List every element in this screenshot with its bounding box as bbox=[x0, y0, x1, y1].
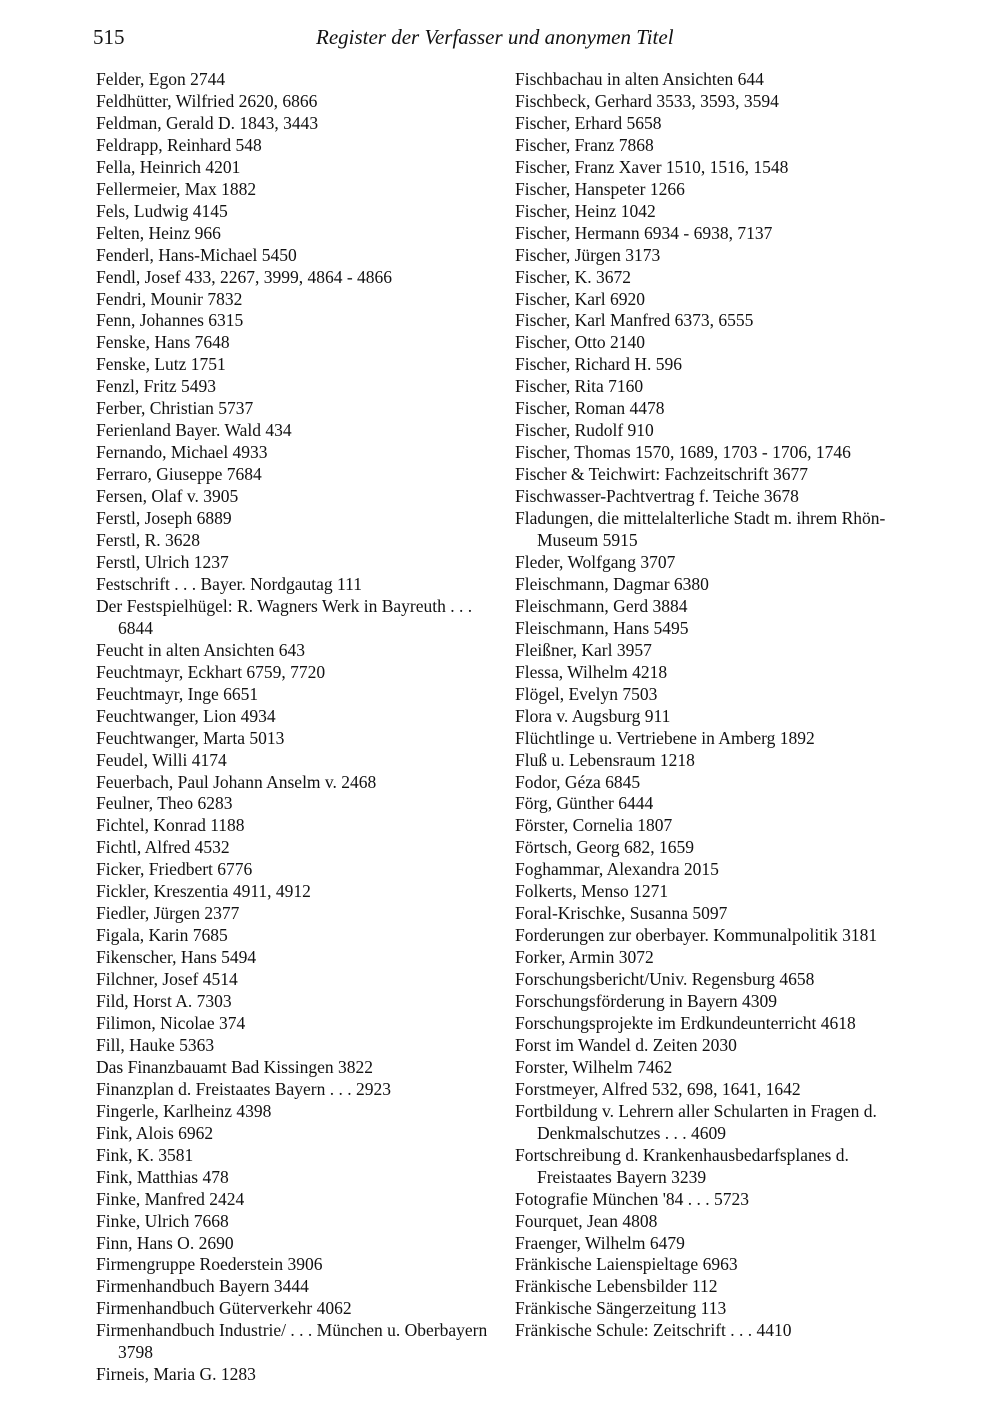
index-entry: Fleischmann, Dagmar 6380 bbox=[515, 573, 709, 594]
index-entry: Fischer, Roman 4478 bbox=[515, 398, 665, 419]
index-entry: Felten, Heinz 966 bbox=[96, 222, 221, 243]
index-entry: Fendl, Josef 433, 2267, 3999, 4864 - 4866 bbox=[96, 266, 393, 287]
index-entry: Das Finanzbauamt Bad Kissingen 3822 bbox=[96, 1056, 374, 1077]
index-entry: Folkerts, Menso 1271 bbox=[515, 881, 669, 902]
index-entry: Fichtel, Konrad 1188 bbox=[96, 815, 245, 836]
index-entry: Fischer, Jürgen 3173 bbox=[515, 244, 661, 265]
index-entry: Fenzl, Fritz 5493 bbox=[96, 376, 217, 397]
index-entry: Fischer, Franz 7868 bbox=[515, 134, 654, 155]
index-entry: Fernando, Michael 4933 bbox=[96, 442, 268, 463]
index-entry: Fichtl, Alfred 4532 bbox=[96, 837, 230, 858]
index-entry: Firmenhandbuch Güterverkehr 4062 bbox=[96, 1298, 352, 1319]
index-entry: Ferber, Christian 5737 bbox=[96, 398, 254, 419]
index-entry: Förg, Günther 6444 bbox=[515, 793, 654, 814]
index-entry: Fleißner, Karl 3957 bbox=[515, 639, 652, 660]
index-entry: Feldman, Gerald D. 1843, 3443 bbox=[96, 112, 319, 133]
index-entry: Fendri, Mounir 7832 bbox=[96, 288, 243, 309]
index-entry: Foghammar, Alexandra 2015 bbox=[515, 859, 719, 880]
index-entry: Flessa, Wilhelm 4218 bbox=[515, 661, 668, 682]
index-entry: Fischer, Karl 6920 bbox=[515, 288, 646, 309]
index-entry: Flüchtlinge u. Vertriebene in Amberg 1892 bbox=[515, 727, 815, 748]
index-entry: Fella, Heinrich 4201 bbox=[96, 156, 241, 177]
index-entry: Fränkische Sängerzeitung 113 bbox=[515, 1298, 727, 1319]
index-entry: Fickler, Kreszentia 4911, 4912 bbox=[96, 881, 311, 902]
index-entry: Fischer, Erhard 5658 bbox=[515, 112, 662, 133]
index-entry: Forschungsbericht/Univ. Regensburg 4658 bbox=[515, 969, 815, 990]
index-entry: Ferstl, Ulrich 1237 bbox=[96, 551, 229, 572]
index-entry: Filchner, Josef 4514 bbox=[96, 969, 238, 990]
page-number: 515 bbox=[93, 25, 125, 49]
index-entry: Flora v. Augsburg 911 bbox=[515, 705, 671, 726]
index-entry: Fild, Horst A. 7303 bbox=[96, 991, 232, 1012]
index-entry: Fellermeier, Max 1882 bbox=[96, 178, 257, 199]
index-entry: Finn, Hans O. 2690 bbox=[96, 1232, 234, 1253]
index-entry: Ferraro, Giuseppe 7684 bbox=[96, 464, 262, 485]
index-entry: Fenderl, Hans-Michael 5450 bbox=[96, 244, 297, 265]
index-entry: Fischer, Heinz 1042 bbox=[515, 200, 656, 221]
index-entry: Fischbeck, Gerhard 3533, 3593, 3594 bbox=[515, 90, 779, 111]
index-entry: Felder, Egon 2744 bbox=[96, 69, 226, 89]
index-column-right bbox=[515, 69, 915, 1342]
index-entry: Forschungsprojekte im Erdkundeunterricht 4618 bbox=[515, 1012, 856, 1033]
index-entry: Firneis, Maria G. 1283 bbox=[96, 1364, 256, 1385]
index-entry: Fischer, Richard H. 596 bbox=[515, 354, 682, 375]
index-entry: Firmenhandbuch Industrie/ . . . München u. Oberbayern 3798 bbox=[96, 1320, 488, 1363]
index-entry: Feuchtwanger, Lion 4934 bbox=[96, 705, 276, 726]
index-entry: Fink, Matthias 478 bbox=[96, 1166, 229, 1187]
index-entry: Ferienland Bayer. Wald 434 bbox=[96, 420, 292, 441]
index-entry: Fränkische Lebensbilder 112 bbox=[515, 1276, 718, 1297]
index-entry: Fluß u. Lebensraum 1218 bbox=[515, 749, 695, 770]
index-entry: Forstmeyer, Alfred 532, 698, 1641, 1642 bbox=[515, 1078, 801, 1099]
index-entry: Fiedler, Jürgen 2377 bbox=[96, 903, 240, 924]
index-entry: Fotografie München '84 . . . 5723 bbox=[515, 1188, 750, 1209]
index-entry: Finke, Ulrich 7668 bbox=[96, 1210, 229, 1231]
index-entry: Feucht in alten Ansichten 643 bbox=[96, 639, 305, 660]
index-entry: Fortbildung v. Lehrern aller Schularten in Fragen d. Denkmalschutzes . . . 4609 bbox=[515, 1100, 877, 1143]
index-entry: Fenske, Lutz 1751 bbox=[96, 354, 226, 375]
index-entry: Fleder, Wolfgang 3707 bbox=[515, 551, 676, 572]
index-entry: Fenske, Hans 7648 bbox=[96, 332, 230, 353]
index-entry: Finanzplan d. Freistaates Bayern . . . 2923 bbox=[96, 1078, 392, 1099]
index-entry: Figala, Karin 7685 bbox=[96, 925, 228, 946]
index-entry: Feudel, Willi 4174 bbox=[96, 749, 227, 770]
index-entry: Fränkische Laienspieltage 6963 bbox=[515, 1254, 738, 1275]
index-entry: Fersen, Olaf v. 3905 bbox=[96, 486, 239, 507]
index-entry: Festschrift . . . Bayer. Nordgautag 111 bbox=[96, 573, 363, 594]
index-entry: Forker, Armin 3072 bbox=[515, 947, 654, 968]
index-entry: Fischwasser-Pachtvertrag f. Teiche 3678 bbox=[515, 486, 799, 507]
index-entry: Firmengruppe Roederstein 3906 bbox=[96, 1254, 323, 1275]
index-entry: Fischer, Hanspeter 1266 bbox=[515, 178, 685, 199]
index-entry: Fill, Hauke 5363 bbox=[96, 1034, 215, 1055]
index-entry: Finke, Manfred 2424 bbox=[96, 1188, 245, 1209]
index-entry: Fels, Ludwig 4145 bbox=[96, 200, 228, 221]
index-entry: Fischer, Otto 2140 bbox=[515, 332, 646, 353]
index-entry: Fränkische Schule: Zeitschrift . . . 4410 bbox=[515, 1320, 792, 1341]
index-entry: Flögel, Evelyn 7503 bbox=[515, 683, 658, 704]
index-entry: Feulner, Theo 6283 bbox=[96, 793, 233, 814]
index-entry: Fischer, Rita 7160 bbox=[515, 376, 644, 397]
index-entry: Fingerle, Karlheinz 4398 bbox=[96, 1100, 272, 1121]
index-entry: Fischer, K. 3672 bbox=[515, 266, 631, 287]
index-entry: Förtsch, Georg 682, 1659 bbox=[515, 837, 695, 858]
index-entry: Ferstl, Joseph 6889 bbox=[96, 508, 232, 529]
index-entry: Feuerbach, Paul Johann Anselm v. 2468 bbox=[96, 771, 377, 792]
index-entry: Feuchtmayr, Eckhart 6759, 7720 bbox=[96, 661, 326, 682]
index-entry: Feuchtmayr, Inge 6651 bbox=[96, 683, 259, 704]
index-entry: Der Festspielhügel: R. Wagners Werk in Bayreuth . . . 6844 bbox=[96, 595, 473, 638]
index-entry: Fink, K. 3581 bbox=[96, 1144, 194, 1165]
index-entry: Fischer, Rudolf 910 bbox=[515, 420, 654, 441]
index-entry: Feldhütter, Wilfried 2620, 6866 bbox=[96, 90, 318, 111]
index-entry: Feuchtwanger, Marta 5013 bbox=[96, 727, 285, 748]
index-entry: Forster, Wilhelm 7462 bbox=[515, 1056, 673, 1077]
index-entry: Fourquet, Jean 4808 bbox=[515, 1210, 658, 1231]
index-entry: Fischbachau in alten Ansichten 644 bbox=[515, 69, 764, 89]
index-entry: Filimon, Nicolae 374 bbox=[96, 1012, 246, 1033]
index-entry: Fischer, Karl Manfred 6373, 6555 bbox=[515, 310, 754, 331]
index-entry: Fodor, Géza 6845 bbox=[515, 771, 641, 792]
running-title: Register der Verfasser und anonymen Titel bbox=[316, 25, 674, 49]
index-entry: Förster, Cornelia 1807 bbox=[515, 815, 673, 836]
index-entry: Forst im Wandel d. Zeiten 2030 bbox=[515, 1034, 737, 1055]
index-entry: Fladungen, die mittelalterliche Stadt m. ihrem Rhön-Museum 5915 bbox=[515, 508, 886, 551]
index-entry: Fortschreibung d. Krankenhausbedarfsplanes d. Freistaates Bayern 3239 bbox=[515, 1144, 849, 1187]
index-entry: Fischer, Thomas 1570, 1689, 1703 - 1706, 1746 bbox=[515, 442, 851, 463]
index-entry: Fink, Alois 6962 bbox=[96, 1122, 214, 1143]
index-entry: Fischer, Hermann 6934 - 6938, 7137 bbox=[515, 222, 773, 243]
index-entry: Fischer & Teichwirt: Fachzeitschrift 3677 bbox=[515, 464, 808, 485]
index-entry: Ficker, Friedbert 6776 bbox=[96, 859, 253, 880]
index-entry: Fleischmann, Hans 5495 bbox=[515, 617, 689, 638]
index-entry: Fraenger, Wilhelm 6479 bbox=[515, 1232, 685, 1253]
index-entry: Firmenhandbuch Bayern 3444 bbox=[96, 1276, 309, 1297]
index-entry: Forschungsförderung in Bayern 4309 bbox=[515, 991, 777, 1012]
index-entry: Feldrapp, Reinhard 548 bbox=[96, 134, 262, 155]
index-entry: Fischer, Franz Xaver 1510, 1516, 1548 bbox=[515, 156, 789, 177]
index-entry: Fleischmann, Gerd 3884 bbox=[515, 595, 688, 616]
index-entry: Foral-Krischke, Susanna 5097 bbox=[515, 903, 728, 924]
index-entry: Forderungen zur oberbayer. Kommunalpolitik 3181 bbox=[515, 925, 878, 946]
index-entry: Fenn, Johannes 6315 bbox=[96, 310, 244, 331]
index-column-left bbox=[96, 69, 492, 1386]
index-entry: Fikenscher, Hans 5494 bbox=[96, 947, 257, 968]
index-entry: Ferstl, R. 3628 bbox=[96, 530, 201, 551]
